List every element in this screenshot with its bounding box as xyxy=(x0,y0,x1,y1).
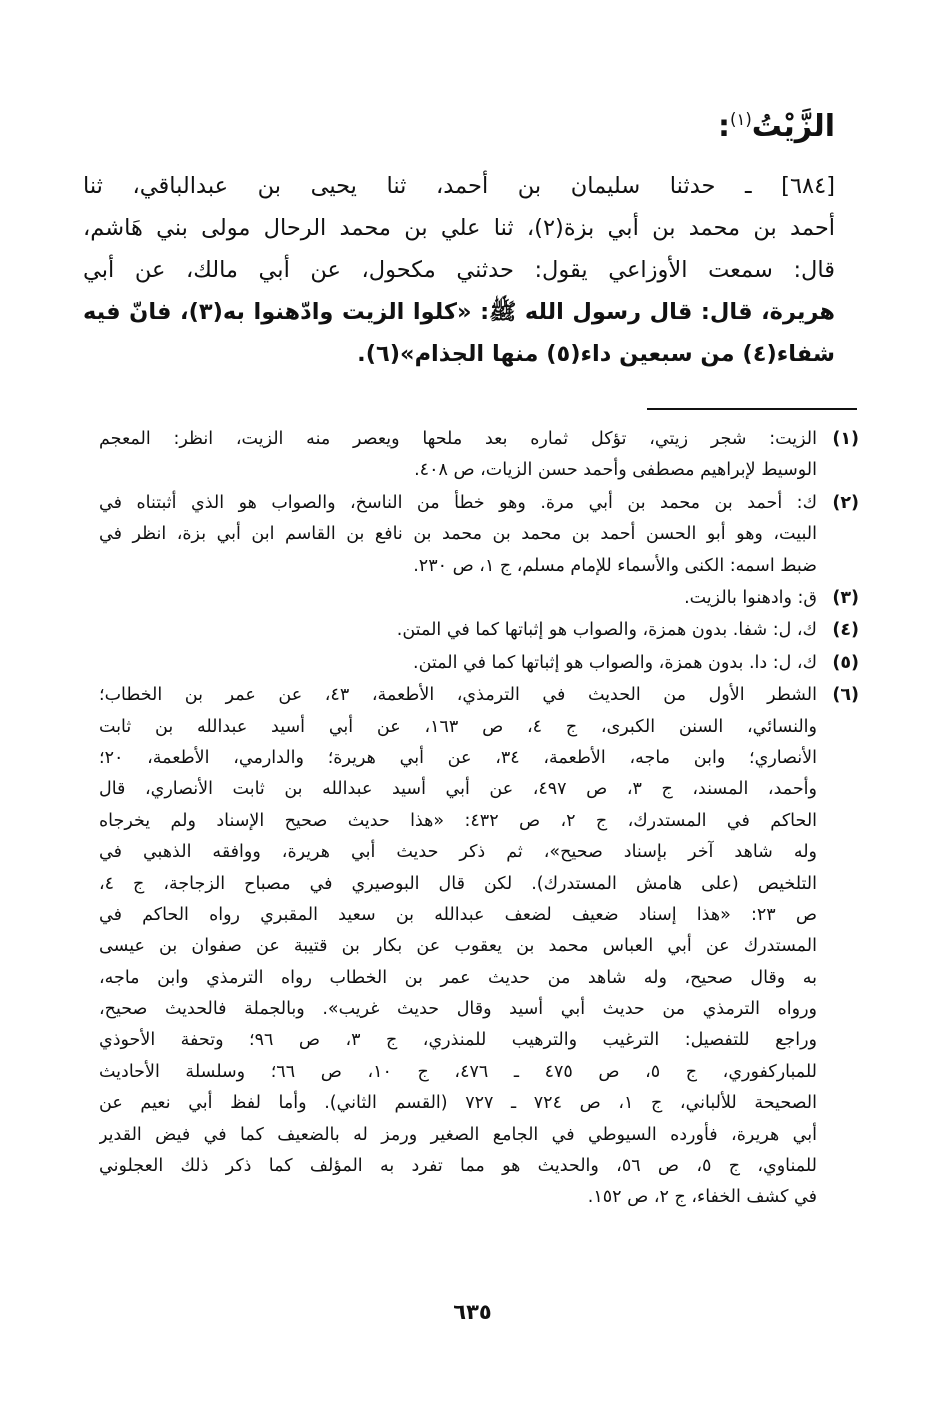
footnote-line: وأحمد، المسند، ج ٣، ص ٤٩٧، عن أبي أسيد عبدالله بن ثابت الأنصاري، قال xyxy=(99,779,817,800)
footnote-text xyxy=(99,488,817,582)
footnote-4 xyxy=(99,615,859,646)
footnote-number: (٢) xyxy=(832,492,859,513)
footnote-line: البيت، وهو أبو الحسن أحمد بن محمد بن محمد بن نافع بن القاسم ابن أبي بزة، انظر في xyxy=(99,524,817,545)
footnote-line: ضبط اسمه: الكنى والأسماء للإمام مسلم، ج ١، ص ٢٣٠. xyxy=(413,555,817,576)
footnote-line: ص ٢٣: «هذا إسناد ضعيف لضعف عبدالله بن سعيد المقبري رواه الحاكم في xyxy=(99,904,817,925)
footnote-1 xyxy=(99,424,859,487)
footnote-5 xyxy=(99,648,859,679)
footnote-line: أبي هريرة، فأورده السيوطي في الجامع الصغير ورمز له بالضعيف كما في فيض القدير xyxy=(99,1124,817,1145)
footnote-6 xyxy=(99,680,859,1214)
heading-title: الزَّيْتُ xyxy=(751,109,835,144)
footnote-text xyxy=(99,583,817,614)
footnote-line: وله شاهد آخر بإسناد صحيح»، ثم ذكر حديث أبي هريرة، ووافقه الذهبي في xyxy=(99,842,817,863)
hadith-text xyxy=(83,165,835,375)
footnote-3 xyxy=(99,583,859,614)
footnote-line: ك، ل: دا. بدون همزة، والصواب هو إثباتها كما في المتن. xyxy=(413,652,817,673)
footnote-line: وراجع للتفصيل: الترغيب والترهيب للمنذري، ج ٣، ص ٩٦؛ وتحفة الأحوذي xyxy=(99,1030,817,1051)
hadith-line: قال: سمعت الأوزاعي يقول: حدثني مكحول، عن أبي مالك، عن أبي xyxy=(83,257,835,283)
heading-colon: : xyxy=(718,109,731,144)
footnote-2 xyxy=(99,488,859,582)
footnote-number: (٣) xyxy=(832,587,859,608)
footnote-number: (٥) xyxy=(832,652,859,673)
footnote-number: (١) xyxy=(832,429,859,449)
page-number: ٦٣٥ xyxy=(453,1300,492,1324)
footnote-number: (٦) xyxy=(832,685,859,706)
footnote-text xyxy=(99,680,817,1214)
hadith-line: هريرة، قال: قال رسول الله ﷺ: «كلوا الزيت وادّهنوا به(٣)، فانّ فيه xyxy=(83,299,835,325)
footnote-text xyxy=(99,424,817,487)
footnote-line: الصحيحة للألباني، ج ١، ص ٧٢٤ ـ ٧٢٧ (القسم الثاني). وأما لفظ أبي نعيم عن xyxy=(99,1093,817,1114)
footnote-line: الزيت: شجر زيتي، تؤكل ثماره بعد ملحها ويعصر منه الزيت، انظر: المعجم xyxy=(99,429,817,449)
footnote-line: ك: أحمد بن محمد بن أبي مرة. وهو خطأ من الناسخ، والصواب هو الذي أثبتناه في xyxy=(99,492,817,513)
footnote-text xyxy=(99,615,817,646)
footnote-line: ورواه الترمذي من حديث أبي أسيد وقال حديث غريب». وبالجملة فالحديث صحيح، xyxy=(99,999,817,1020)
footnote-line: الوسيط لإبراهيم مصطفى وأحمد حسن الزيات، ص ٤٠٨. xyxy=(414,460,817,481)
footnote-number: (٤) xyxy=(832,620,859,641)
footnote-line: الشطر الأول من الحديث في الترمذي، الأطعمة، ٤٣، عن عمر بن الخطاب؛ xyxy=(99,685,817,706)
footnote-line: ك، ل: شفا. بدون همزة، والصواب هو إثباتها كما في المتن. xyxy=(396,620,817,641)
section-heading xyxy=(95,103,835,151)
footnotes xyxy=(99,424,859,1215)
footnote-line: للمناوي، ج ٥، ص ٥٦، والحديث هو مما تفرد به المؤلف كما ذكر ذلك العجلوني xyxy=(99,1156,817,1177)
footnote-line: في كشف الخفاء، ج ٢، ص ١٥٢. xyxy=(587,1187,817,1208)
footnote-line: والنسائي، السنن الكبرى، ج ٤، ص ١٦٣، عن أبي أسيد عبدالله بن ثابت xyxy=(99,716,817,737)
heading-footnote-marker: (١) xyxy=(730,110,752,129)
footnote-line: ق: وادهنوا بالزيت. xyxy=(684,587,817,608)
footnote-separator xyxy=(647,408,857,410)
footnote-line: الأنصاري؛ وابن ماجه، الأطعمة، ٣٤، عن أبي هريرة؛ والدارمي، الأطعمة، ٢٠؛ xyxy=(99,747,817,768)
hadith-line: شفاء(٤) من سبعين داء(٥) منها الجذام»(٦). xyxy=(357,341,835,367)
footnote-line: به وقال صحيح، وله شاهد من حديث عمر بن الخطاب رواه الترمذي وابن ماجه، xyxy=(99,967,817,988)
footnote-line: الحاكم في المستدرك، ج ٢، ص ٤٣٢: «هذا حديث صحيح الإسناد ولم يخرجاه xyxy=(99,810,817,831)
footnote-line: التلخيص (على هامش المستدرك). لكن قال البوصيري في مصباح الزجاجة، ج ٤، xyxy=(99,873,817,894)
hadith-line: [٦٨٤] ـ حدثنا سليمان بن أحمد، ثنا يحيى بن عبدالباقي، ثنا xyxy=(83,173,835,199)
hadith-line: أحمد بن محمد بن أبي بزة(٢)، ثنا علي بن محمد الرحال مولى بني هَاشم، xyxy=(83,215,835,241)
footnote-line: المستدرك عن أبي العباس محمد بن يعقوب عن بكار بن قتيبة عن صفوان بن عيسى xyxy=(99,936,817,957)
footnote-line: للمباركفوري، ج ٥، ص ٤٧٥ ـ ٤٧٦، ج ١٠، ص ٦٦؛ وسلسلة الأحاديث xyxy=(99,1061,817,1082)
footnote-text xyxy=(99,648,817,679)
